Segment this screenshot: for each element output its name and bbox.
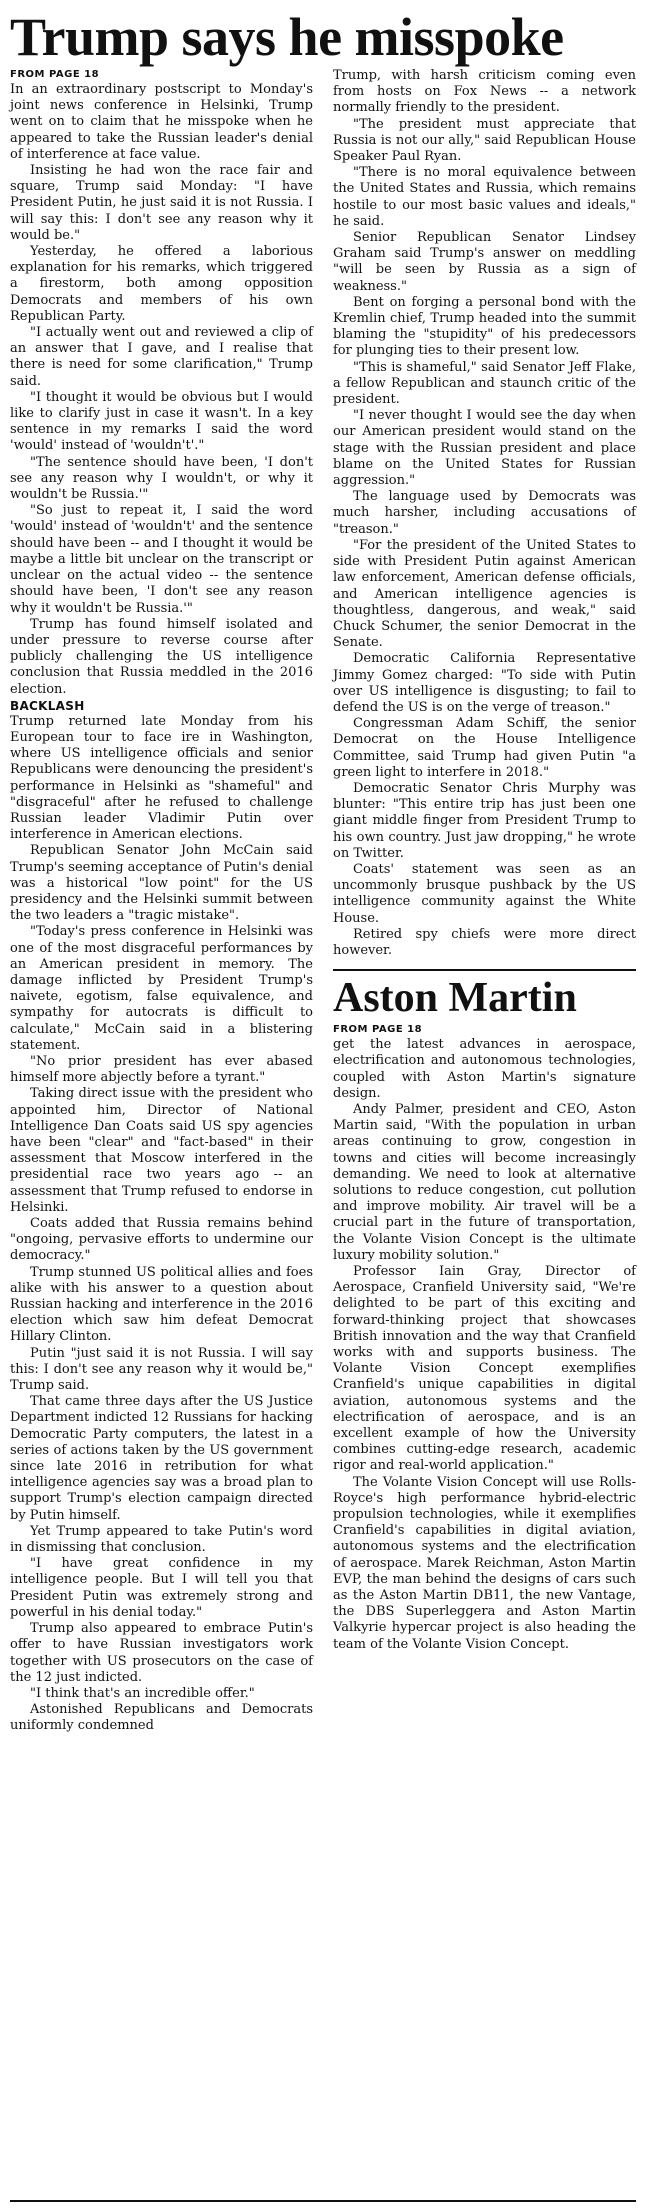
aston-from-page: FROM PAGE 18 xyxy=(333,1024,423,1036)
paragraph: "The president must appreciate that Russia is not our ally," said Republican House Speaker Paul Ryan. xyxy=(333,116,636,165)
paragraph: "I think that's an incredible offer." xyxy=(30,1685,255,1701)
paragraph: In an extraordinary postscript to Monday's joint news conference in Helsinki, Trump went on to claim that he misspoke when he appeared to take the Russian leader's denial of interference at face value. xyxy=(10,82,313,162)
trump-continued-body xyxy=(333,68,636,959)
backlash-subhead: BACKLASH xyxy=(10,698,85,713)
paragraph: Professor Iain Gray, Director of Aerospace, Cranfield University said, "We're delighted to be part of this exciting and forward-thinking project that showcases British innovation and the way that Cranfield works with and supports business. The Volante Vision Concept exemplifies Cranfield's unique capabilities in digital aviation, autonomous systems and the electrification of aerospace, and is an excellent example of how the University combines cutting-edge research, academic rigor and real-world application." xyxy=(333,1264,636,1474)
trump-from-page: FROM PAGE 18 xyxy=(10,69,100,80)
paragraph: Trump returned late Monday from his European tour to face ire in Washington, where US intelligence officials and senior Republicans were denouncing the president's performance in Helsinki as "shameful" and "disgraceful" after he refused to challenge Russian leader Vladimir Putin over interference in American elections. xyxy=(10,713,313,843)
paragraph: Trump has found himself isolated and under pressure to reverse course after publicly challenging the US intelligence conclusion that Russia meddled in the 2016 election. xyxy=(10,616,313,697)
paragraph: Putin "just said it is not Russia. I will say this: I don't see any reason why it would be," Trump said. xyxy=(10,1345,313,1394)
trump-intro-body xyxy=(10,82,313,698)
paragraph: Insisting he had won the race fair and square, Trump said Monday: "I have President Putin, he just said it is not Russia. I will say this: I don't see any reason why it would be." xyxy=(10,163,313,243)
paragraph: Retired spy chiefs were more direct however. xyxy=(333,926,636,958)
paragraph: The Volante Vision Concept will use Rolls-Royce's high performance hybrid-electric propulsion technologies, while it exemplifies Cranfield's capabilities in digital aviation, autonomous systems and the electrification of aerospace. Marek Reichman, Aston Martin EVP, the man behind the designs of cars such as the Aston Martin DB11, the new Vantage, the DBS Superleggera and Aston Martin Valkyrie hypercar project is also heading the team of the Volante Vision Concept. xyxy=(333,1474,636,1652)
column-left xyxy=(10,68,313,1735)
paragraph: "For the president of the United States to side with President Putin against American law enforcement, American defense officials, and American intelligence agencies is thoughtless, dangerous, and weak," said Chuck Schumer, the senior Democrat in the Senate. xyxy=(333,537,636,651)
paragraph: The language used by Democrats was much harsher, including accusations of "treason." xyxy=(333,489,636,537)
paragraph: "I have great confidence in my intelligence people. But I will tell you that President Putin was extremely strong and powerful in his denial today." xyxy=(10,1556,313,1620)
paragraph: Trump also appeared to embrace Putin's offer to have Russian investigators work together with US prosecutors on the case of the 12 just indicted. xyxy=(10,1621,313,1685)
article-columns xyxy=(10,68,636,1735)
bottom-rule xyxy=(10,2200,636,2202)
paragraph: "The sentence should have been, 'I don't see any reason why I wouldn't, or why it wouldn't be Russia.'" xyxy=(10,454,313,503)
paragraph: "Today's press conference in Helsinki was one of the most disgraceful performances by an American president in memory. The damage inflicted by President Trump's naivete, egotism, false equivalence, and sympathy for autocrats is difficult to calculate," McCain said in a blistering statement. xyxy=(10,924,313,1053)
trump-backlash-body xyxy=(10,714,313,1735)
paragraph: "So just to repeat it, I said the word 'would' instead of 'wouldn't' and the sentence should have been -- and I thought it would be maybe a little bit unclear on the transcript or unclear on the actual video -- the sentence should have been, 'I don't see any reason why it wouldn't be Russia.'" xyxy=(10,503,313,616)
paragraph: get the latest advances in aerospace, electrification and autonomous technologies, coupled with Aston Martin's signature design. xyxy=(333,1037,636,1101)
paragraph: Coats added that Russia remains behind "ongoing, pervasive efforts to undermine our democracy." xyxy=(10,1216,313,1264)
paragraph: Trump stunned US political allies and foes alike with his answer to a question about Russian hacking and interference in the 2016 election which saw him defeat Democrat Hillary Clinton. xyxy=(10,1264,313,1345)
paragraph: Yet Trump appeared to take Putin's word in dismissing that conclusion. xyxy=(10,1523,313,1556)
paragraph: Coats' statement was seen as an uncommonly brusque pushback by the US intelligence community against the White House. xyxy=(333,861,636,926)
paragraph: "I never thought I would see the day when our American president would stand on the stage with the Russian president and place blame on the United States for Russian aggression." xyxy=(333,408,636,489)
paragraph: Senior Republican Senator Lindsey Graham said Trump's answer on meddling "will be seen by Russia as a sign of weakness." xyxy=(333,230,636,294)
paragraph: "No prior president has ever abased himself more abjectly before a tyrant." xyxy=(10,1053,313,1086)
column-right xyxy=(333,68,636,1735)
paragraph: Democratic Senator Chris Murphy was blunter: "This entire trip has just been one giant middle finger from President Trump to his own country. Just jaw dropping," he wrote on Twitter. xyxy=(333,780,636,861)
paragraph: Yesterday, he offered a laborious explanation for his remarks, which triggered a firestorm, both among opposition Democrats and members of his own Republican Party. xyxy=(10,244,313,324)
paragraph: "This is shameful," said Senator Jeff Flake, a fellow Republican and staunch critic of the president. xyxy=(333,359,636,408)
paragraph: Republican Senator John McCain said Trump's seeming acceptance of Putin's denial was a historical "low point" for the US presidency and the Helsinki summit between the two leaders a "tragic mistake". xyxy=(10,843,313,924)
paragraph: Taking direct issue with the president who appointed him, Director of National Intelligence Dan Coats said US spy agencies have been "clear" and "fact-based" in their assessment that Moscow interfered in the presidential race two years ago -- an assessment that Trump refused to endorse in Helsinki. xyxy=(10,1086,313,1215)
paragraph: Congressman Adam Schiff, the senior Democrat on the House Intelligence Committee, said Trump had given Putin "a green light to interfere in 2018." xyxy=(333,716,636,780)
paragraph: Astonished Republicans and Democrats uniformly condemned xyxy=(10,1702,313,1734)
paragraph: "I actually went out and reviewed a clip of an answer that I gave, and I realise that there is need for some clarification," Trump said. xyxy=(10,325,313,389)
paragraph: Bent on forging a personal bond with the Kremlin chief, Trump headed into the summit blaming the "stupidity" of his predecessors for plunging ties to their present low. xyxy=(333,294,636,359)
paragraph: That came three days after the US Justice Department indicted 12 Russians for hacking Democratic Party computers, the latest in a series of actions taken by the US government since late 2016 in retribution for what intelligence agencies say was a broad plan to support Trump's election campaign directed by Putin himself. xyxy=(10,1394,313,1523)
aston-body xyxy=(333,1037,636,1653)
trump-headline: Trump says he misspoke xyxy=(10,7,564,67)
aston-headline: Aston Martin xyxy=(333,969,636,1023)
paragraph: Andy Palmer, president and CEO, Aston Martin said, "With the population in urban areas continuing to grow, congestion in towns and cities will become increasingly demanding. We need to look at alternative solutions to reduce congestion, cut pollution and improve mobility. Air travel will be a crucial part in the future of transportation, the Volante Vision Concept is the ultimate luxury mobility solution." xyxy=(333,1101,636,1263)
paragraph: Trump, with harsh criticism coming even from hosts on Fox News -- a network normally friendly to the president. xyxy=(333,68,636,116)
paragraph: "There is no moral equivalence between the United States and Russia, which remains hostile to our most basic values and ideals," he said. xyxy=(333,165,636,229)
paragraph: Democratic California Representative Jimmy Gomez charged: "To side with Putin over US intelligence is disgusting; to fail to defend the US is on the verge of treason." xyxy=(333,651,636,715)
paragraph: "I thought it would be obvious but I would like to clarify just in case it wasn't. In a key sentence in my remarks I said the word 'would' instead of 'wouldn't'." xyxy=(10,389,313,454)
